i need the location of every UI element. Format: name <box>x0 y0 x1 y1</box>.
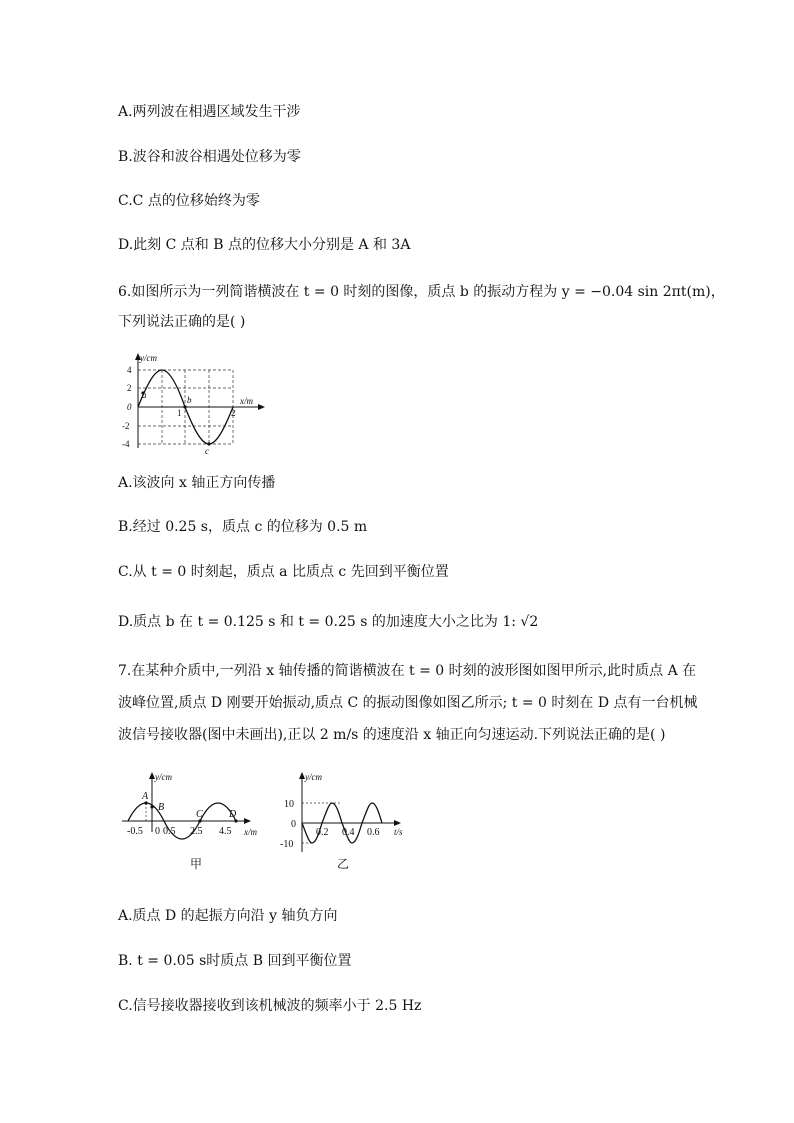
q7-yi-y-tick-neg10: -10 <box>280 839 294 850</box>
q6-y-tick-4: 4 <box>127 365 132 375</box>
q6-y-tick-neg2: -2 <box>122 421 130 431</box>
q6-option-b: B.经过 0.25 s，质点 c 的位移为 0.5 m <box>118 519 368 535</box>
q7-figure-jia <box>118 770 268 875</box>
q7-option-b: B. t = 0.05 s时质点 B 回到平衡位置 <box>118 953 352 969</box>
q7-yi-y-tick-0: 0 <box>291 819 296 830</box>
q6-option-d: D.质点 b 在 t = 0.125 s 和 t = 0.25 s 的加速度大小之比为 1: √2 <box>118 614 539 630</box>
q7-jia-x-tick-45: 4.5 <box>219 826 232 837</box>
q7-yi-x-axis-label: t/s <box>394 827 403 837</box>
q5-option-c: C.C 点的位移始终为零 <box>118 193 260 209</box>
q7-jia-y-axis-label: y/cm <box>155 772 172 782</box>
q7-figure-yi <box>278 770 418 875</box>
q7-jia-label-D: D <box>229 809 237 820</box>
q7-jia-label-C: C <box>196 809 203 820</box>
q7-stem-line3: 波信号接收器(图中未画出),正以 2 m/s 的速度沿 x 轴正向匀速运动.下列说法正确的是( ) <box>118 727 666 743</box>
q7-jia-x-tick-0: 0 <box>155 826 160 837</box>
q6-wave-figure <box>118 350 268 455</box>
q7-option-a: A.质点 D 的起振方向沿 y 轴负方向 <box>118 908 338 924</box>
q6-label-a: a <box>142 390 147 400</box>
q5-option-d: D.此刻 C 点和 B 点的位移大小分别是 A 和 3A <box>118 237 411 253</box>
q7-jia-x-tick-25: 2.5 <box>190 826 203 837</box>
q6-x-axis-label: x/m <box>240 396 253 406</box>
q7-yi-x-tick-06: 0.6 <box>367 827 380 838</box>
q6-stem-line1: 6.如图所示为一列简谐横波在 t = 0 时刻的图像，质点 b 的振动方程为 y = −0.04 sin 2πt(m)， <box>118 284 725 300</box>
q6-option-c: C.从 t = 0 时刻起，质点 a 比质点 c 先回到平衡位置 <box>118 564 449 580</box>
q6-y-axis-label: y/cm <box>140 353 157 363</box>
q7-yi-caption: 乙 <box>337 857 350 871</box>
q7-jia-caption: 甲 <box>190 857 203 871</box>
q7-jia-x-tick-05: 0.5 <box>163 826 176 837</box>
q7-jia-label-B: B <box>158 802 165 813</box>
q7-jia-x-axis-label: x/m <box>244 827 257 837</box>
q6-y-tick-0: 0 <box>127 402 132 412</box>
q5-option-a: A.两列波在相遇区域发生干涉 <box>118 104 301 120</box>
q7-stem-line1: 7.在某种介质中,一列沿 x 轴传播的简谐横波在 t = 0 时刻的波形图如图甲所示,此时质点 A 在 <box>118 663 697 679</box>
q7-stem-line2: 波峰位置,质点 D 刚要开始振动,质点 C 的振动图像如图乙所示; t = 0 时刻在 D 点有一台机械 <box>118 695 698 711</box>
q6-option-a: A.该波向 x 轴正方向传播 <box>118 475 276 491</box>
q7-jia-x-tick-neg05: -0.5 <box>127 826 143 837</box>
q6-x-tick-1: 1 <box>177 408 182 418</box>
q6-point-b <box>183 405 186 408</box>
q7-yi-x-tick-04: 0.4 <box>342 827 355 838</box>
q6-y-tick-2: 2 <box>127 383 132 393</box>
q7-yi-x-tick-02: 0.2 <box>316 827 329 838</box>
q7-yi-y-tick-10: 10 <box>284 799 294 810</box>
q6-label-b: b <box>187 395 192 405</box>
q7-point-B <box>150 805 153 808</box>
q6-stem-line2: 下列说法正确的是( ) <box>118 314 246 330</box>
q7-yi-y-axis-label: y/cm <box>305 772 322 782</box>
q6-y-tick-neg4: -4 <box>122 439 130 449</box>
q5-option-b: B.波谷和波谷相遇处位移为零 <box>118 149 301 165</box>
q6-x-tick-2: 2 <box>231 408 236 418</box>
q7-jia-label-A: A <box>142 791 149 802</box>
q6-label-c: c <box>205 446 209 455</box>
q7-option-c: C.信号接收器接收到该机械波的频率小于 2.5 Hz <box>118 998 422 1014</box>
